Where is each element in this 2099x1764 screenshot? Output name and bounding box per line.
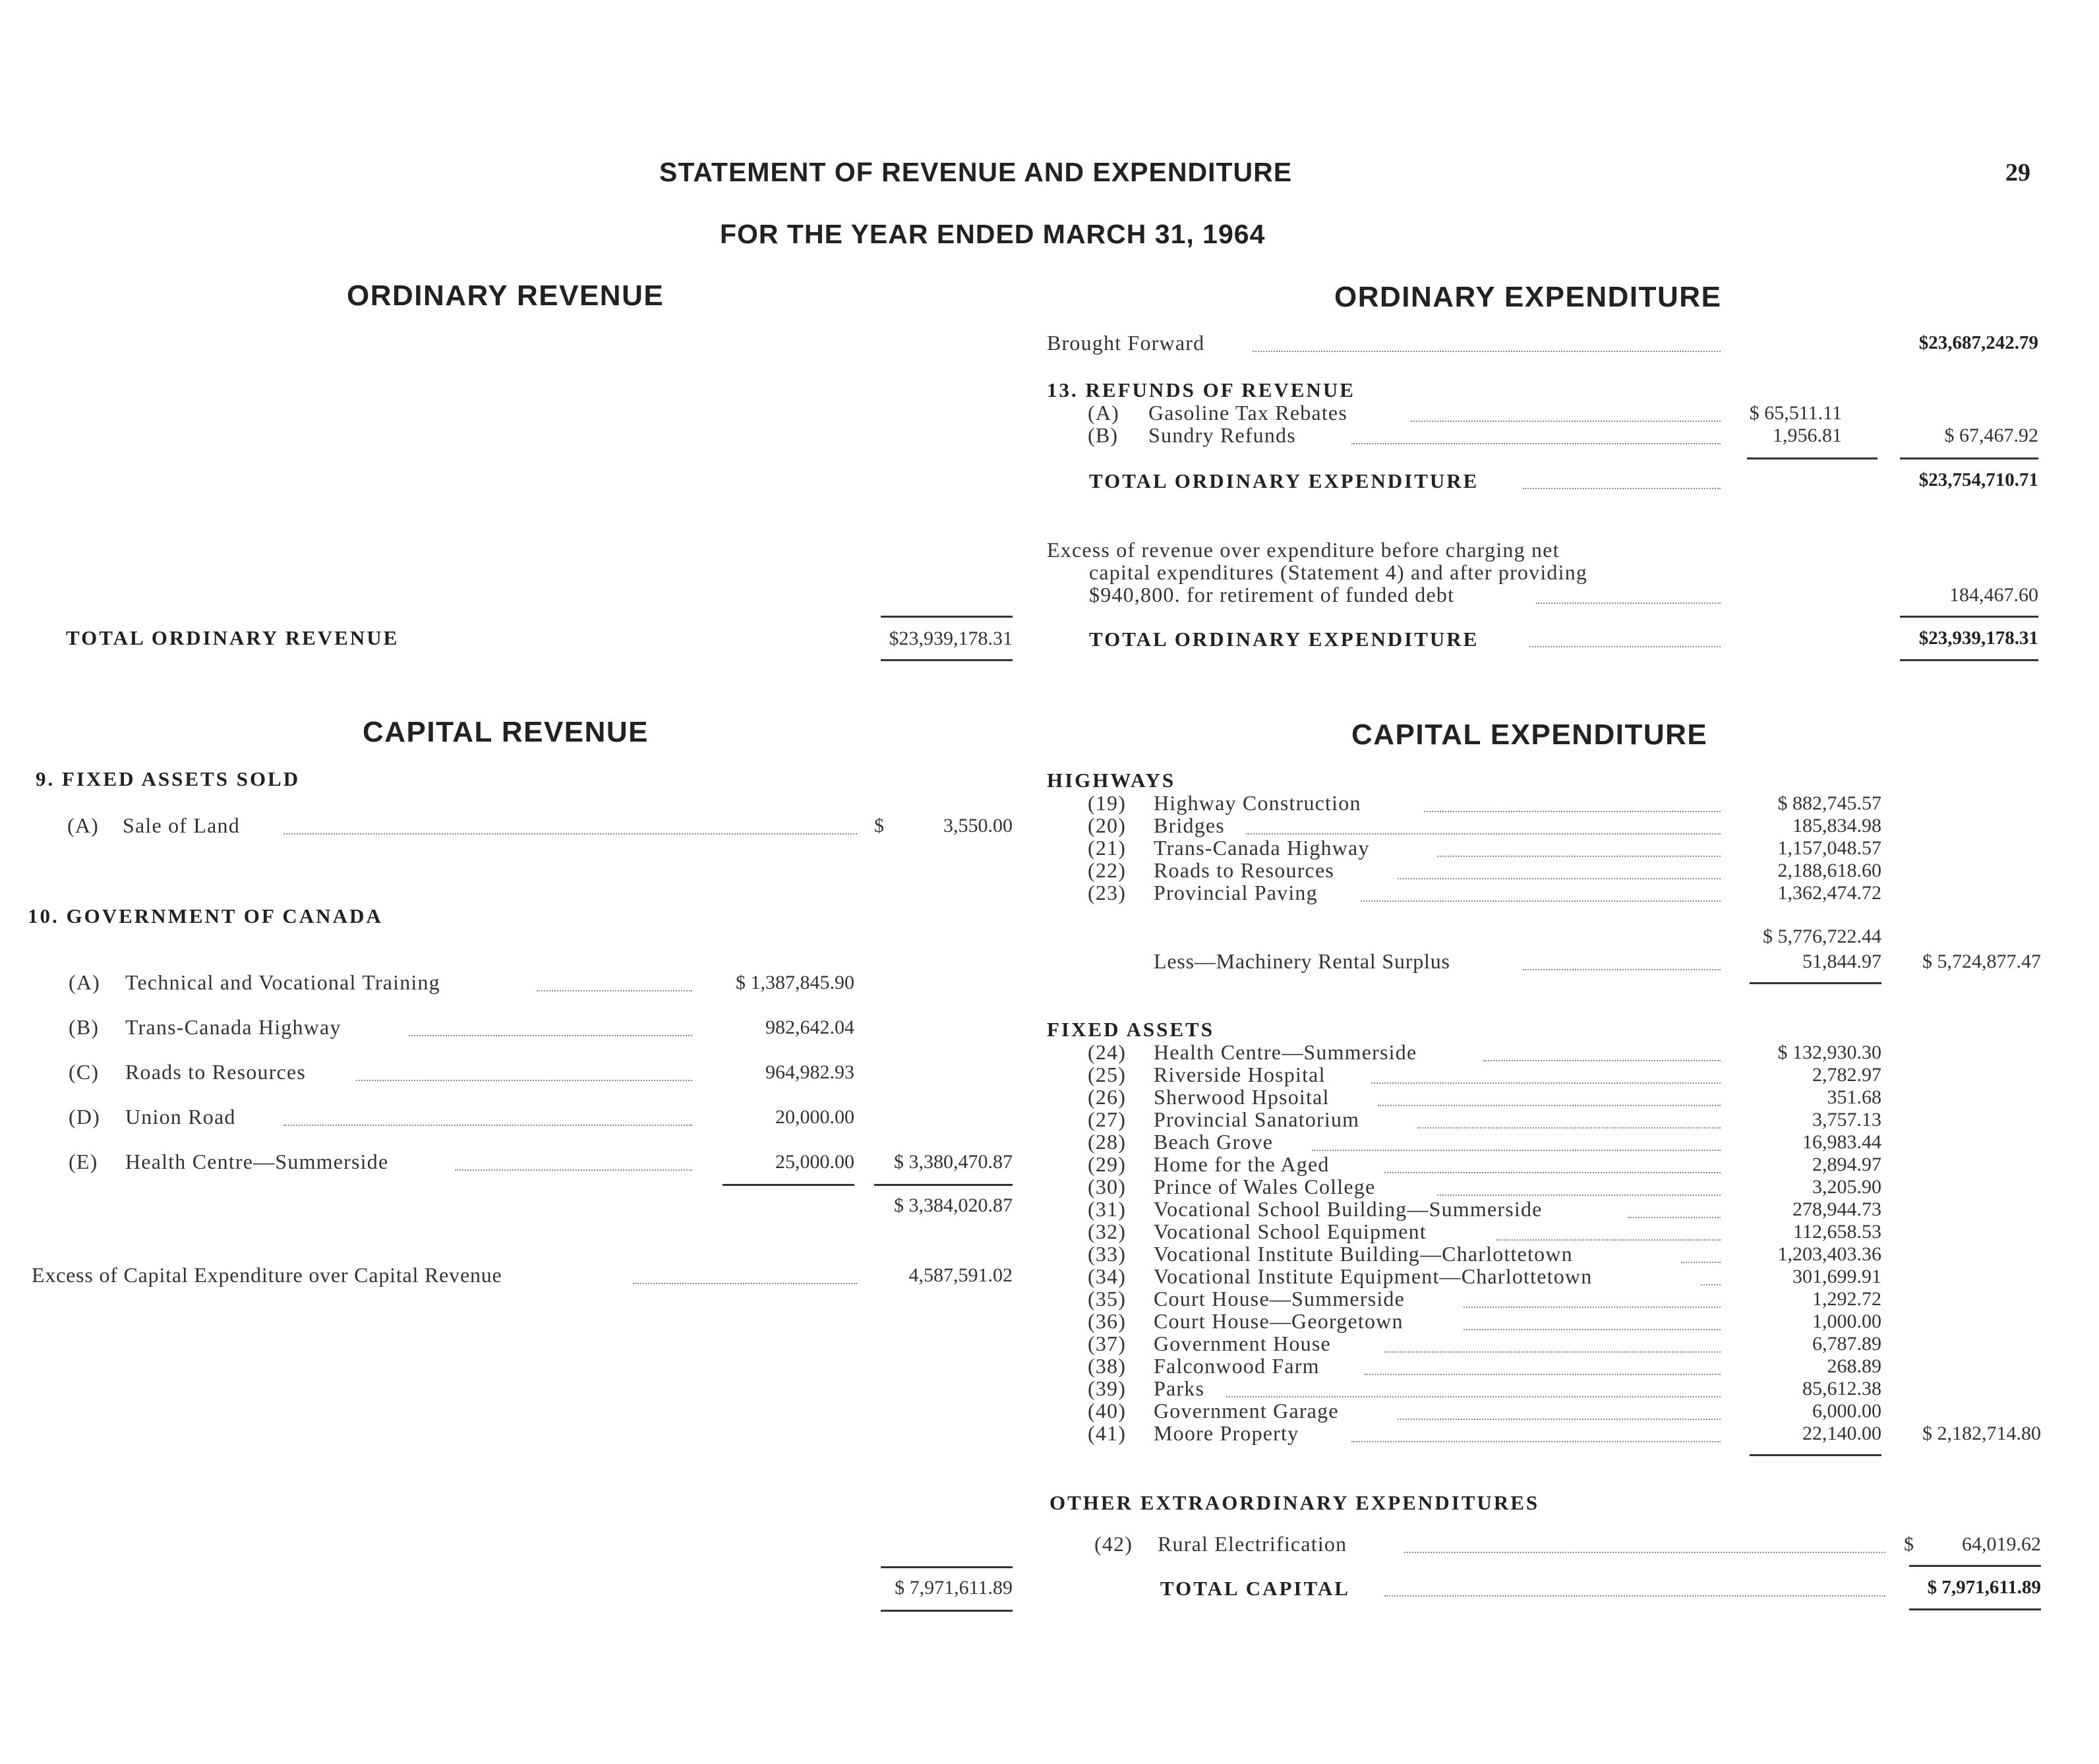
refund-label: Sundry Refunds <box>1148 423 1296 447</box>
capital-revenue-subtotal: $ 3,384,020.87 <box>894 1194 1013 1216</box>
fixed-asset-value: 3,757.13 <box>1812 1109 1881 1131</box>
leader-dots <box>1398 878 1721 879</box>
fixed-asset-label: Vocational School Equipment <box>1154 1220 1427 1243</box>
fixed-asset-code: (41) <box>1088 1421 1127 1445</box>
fixed-asset-label: Government Garage <box>1154 1399 1339 1423</box>
leader-dots <box>1384 1172 1721 1173</box>
fixed-asset-code: (31) <box>1088 1197 1127 1221</box>
fixed-assets-heading: FIXED ASSETS <box>1047 1018 1214 1041</box>
fixed-asset-value: $ 132,930.30 <box>1777 1042 1881 1063</box>
fixed-asset-code: (40) <box>1088 1399 1127 1423</box>
rule <box>1750 1454 1881 1456</box>
fixed-asset-value: 2,782.97 <box>1812 1064 1881 1086</box>
total-ordinary-revenue-label: TOTAL ORDINARY REVENUE <box>66 626 399 649</box>
fixed-asset-code: (35) <box>1088 1287 1127 1310</box>
leader-dots <box>1424 811 1721 812</box>
govt-item-label: Health Centre—Summerside <box>125 1150 389 1173</box>
highway-item-label: Roads to Resources <box>1154 858 1335 882</box>
leader-dots <box>1398 1419 1721 1420</box>
govt-item-value: $ 1,387,845.90 <box>736 972 854 993</box>
fixed-asset-value: 85,612.38 <box>1802 1378 1881 1399</box>
excess-text-line: capital expenditures (Statement 4) and after providing <box>1089 560 1588 584</box>
fixed-asset-label: Vocational Institute Equipment—Charlottetown <box>1154 1264 1593 1288</box>
govt-item-label: Technical and Vocational Training <box>125 970 440 994</box>
fixed-asset-value: 112,658.53 <box>1793 1221 1881 1243</box>
rule <box>881 616 1013 618</box>
sale-value: 3,550.00 <box>943 815 1013 837</box>
fixed-asset-code: (25) <box>1088 1063 1127 1086</box>
highway-item-value: 1,362,474.72 <box>1777 882 1881 904</box>
leader-dots <box>1384 1595 1885 1597</box>
fixed-asset-label: Health Centre—Summerside <box>1154 1040 1417 1064</box>
leader-dots <box>1312 1150 1721 1151</box>
refund-code: (A) <box>1088 401 1120 425</box>
leader-dots <box>1378 1105 1721 1106</box>
refunds-total: $ 67,467.92 <box>1944 425 2038 446</box>
fixed-asset-code: (39) <box>1088 1376 1127 1400</box>
leader-dots <box>1361 900 1721 902</box>
fixed-asset-label: Falconwood Farm <box>1154 1354 1320 1378</box>
fixed-asset-value: 16,983.44 <box>1802 1131 1881 1153</box>
fixed-asset-value: 3,205.90 <box>1812 1176 1881 1198</box>
rule <box>1909 1608 2041 1610</box>
final-total-ordinary-expenditure-label: TOTAL ORDINARY EXPENDITURE <box>1089 628 1479 651</box>
highway-item-code: (22) <box>1088 858 1127 882</box>
sale-dollar: $ <box>874 815 884 837</box>
rule <box>881 659 1013 661</box>
refund-code: (B) <box>1088 423 1119 447</box>
excess-capital-value: 4,587,591.02 <box>908 1264 1013 1286</box>
rule <box>1900 457 2038 459</box>
leader-dots <box>1523 488 1721 489</box>
leader-dots <box>537 990 692 991</box>
leader-dots <box>1365 1374 1721 1375</box>
fixed-assets-sold-heading: 9. FIXED ASSETS SOLD <box>36 767 301 790</box>
fixed-asset-value: 6,787.89 <box>1812 1333 1881 1355</box>
fixed-asset-label: Moore Property <box>1154 1421 1299 1445</box>
leader-dots <box>1253 351 1721 352</box>
rule <box>1750 982 1881 984</box>
fixed-asset-value: 278,944.73 <box>1792 1198 1881 1220</box>
fixed-asset-label: Sherwood Hpsoital <box>1154 1085 1330 1109</box>
final-total-ordinary-expenditure-value: $23,939,178.31 <box>1918 628 2038 649</box>
capital-expenditure-heading: CAPITAL EXPENDITURE <box>1351 719 1708 751</box>
fixed-asset-label: Court House—Georgetown <box>1154 1309 1404 1333</box>
other-item-code: (42) <box>1094 1532 1133 1556</box>
leader-dots <box>1226 1396 1721 1397</box>
refunds-heading: 13. REFUNDS OF REVENUE <box>1047 378 1355 401</box>
leader-dots <box>1404 1552 1885 1553</box>
leader-dots <box>1351 1441 1721 1442</box>
fixed-asset-value: 1,292.72 <box>1812 1288 1881 1310</box>
other-item-label: Rural Electrification <box>1158 1532 1347 1556</box>
leader-dots <box>1463 1329 1721 1330</box>
leader-dots <box>356 1080 692 1081</box>
fixed-asset-value: 268.89 <box>1827 1355 1881 1377</box>
fixed-asset-value: 22,140.00 <box>1802 1423 1881 1444</box>
excess-value: 184,467.60 <box>1949 584 2038 606</box>
rule <box>881 1610 1013 1612</box>
other-item-value: 64,019.62 <box>1962 1533 2041 1555</box>
fixed-asset-code: (32) <box>1088 1220 1127 1243</box>
capital-revenue-heading: CAPITAL REVENUE <box>363 716 649 748</box>
highways-subtotal: $ 5,776,722.44 <box>1763 926 1881 947</box>
govt-item-code: (B) <box>69 1015 100 1039</box>
refund-value: 1,956.81 <box>1773 425 1842 446</box>
brought-forward-value: $23,687,242.79 <box>1918 332 2038 353</box>
leader-dots <box>1496 1239 1721 1241</box>
leader-dots <box>283 833 857 835</box>
govt-item-label: Roads to Resources <box>125 1060 307 1084</box>
leader-dots <box>1437 1194 1721 1196</box>
rule <box>723 1184 854 1186</box>
excess-capital-label: Excess of Capital Expenditure over Capital Revenue <box>32 1263 502 1287</box>
highway-item-label: Bridges <box>1154 813 1225 837</box>
highway-item-code: (23) <box>1088 881 1127 904</box>
leader-dots <box>283 1125 692 1126</box>
sale-code: (A) <box>67 813 100 837</box>
fixed-asset-label: Vocational Institute Building—Charlottetown <box>1154 1242 1573 1266</box>
govt-item-code: (A) <box>69 970 101 994</box>
fixed-asset-label: Court House—Summerside <box>1154 1287 1405 1310</box>
highway-item-value: 2,188,618.60 <box>1777 860 1881 881</box>
ordinary-expenditure-heading: ORDINARY EXPENDITURE <box>1334 281 1722 313</box>
fixed-asset-code: (37) <box>1088 1332 1127 1355</box>
highway-item-value: 1,157,048.57 <box>1777 837 1881 859</box>
government-of-canada-heading: 10. GOVERNMENT OF CANADA <box>28 904 383 927</box>
fixed-asset-code: (29) <box>1088 1152 1127 1176</box>
leader-dots <box>455 1169 692 1171</box>
fixed-asset-code: (28) <box>1088 1130 1127 1154</box>
govt-item-value: 20,000.00 <box>775 1106 854 1128</box>
fixed-assets-total: $ 2,182,714.80 <box>1922 1423 2041 1444</box>
total-ordinary-revenue-value: $23,939,178.31 <box>889 628 1013 649</box>
leader-dots <box>1536 603 1721 604</box>
fixed-asset-value: 301,699.91 <box>1792 1266 1881 1287</box>
refund-value: $ 65,511.11 <box>1749 402 1842 424</box>
fixed-asset-label: Provincial Sanatorium <box>1154 1107 1360 1131</box>
rule <box>881 1566 1013 1568</box>
leader-dots <box>633 1283 857 1284</box>
capital-revenue-grand-total: $ 7,971,611.89 <box>895 1577 1013 1599</box>
govt-item-value: 25,000.00 <box>775 1151 854 1173</box>
leader-dots <box>1483 1060 1721 1061</box>
fixed-asset-code: (33) <box>1088 1242 1127 1266</box>
govt-item-label: Union Road <box>125 1105 236 1129</box>
page-title: STATEMENT OF REVENUE AND EXPENDITURE <box>659 157 1293 187</box>
govt-item-code: (C) <box>69 1060 100 1084</box>
leader-dots <box>1417 1127 1721 1129</box>
fixed-asset-code: (27) <box>1088 1107 1127 1131</box>
rule <box>1909 1565 2041 1567</box>
total-ordinary-expenditure-label: TOTAL ORDINARY EXPENDITURE <box>1089 469 1479 492</box>
highway-item-code: (19) <box>1088 791 1127 815</box>
other-item-dollar: $ <box>1904 1533 1914 1555</box>
leader-dots <box>409 1035 692 1036</box>
govt-item-code: (D) <box>69 1105 101 1129</box>
rule <box>1747 457 1877 459</box>
fixed-asset-code: (36) <box>1088 1309 1127 1333</box>
fixed-asset-label: Beach Grove <box>1154 1130 1274 1154</box>
fixed-asset-code: (24) <box>1088 1040 1127 1064</box>
fixed-asset-label: Government House <box>1154 1332 1331 1355</box>
fixed-asset-label: Vocational School Building—Summerside <box>1154 1197 1543 1221</box>
fixed-asset-label: Prince of Wales College <box>1154 1175 1376 1198</box>
other-extraordinary-heading: OTHER EXTRAORDINARY EXPENDITURES <box>1050 1491 1540 1514</box>
leader-dots <box>1351 443 1721 444</box>
fixed-asset-value: 1,203,403.36 <box>1777 1243 1881 1265</box>
govt-item-label: Trans-Canada Highway <box>125 1015 341 1039</box>
highway-item-label: Provincial Paving <box>1154 881 1318 904</box>
sale-label: Sale of Land <box>123 813 240 837</box>
total-capital-label: TOTAL CAPITAL <box>1160 1577 1350 1600</box>
fixed-asset-label: Riverside Hospital <box>1154 1063 1326 1086</box>
fixed-asset-code: (34) <box>1088 1264 1127 1288</box>
excess-text-line: Excess of revenue over expenditure before charging net <box>1047 538 1560 562</box>
fixed-asset-value: 6,000.00 <box>1812 1400 1881 1422</box>
highway-item-code: (21) <box>1088 836 1127 860</box>
leader-dots <box>1437 856 1721 857</box>
excess-text-line: $940,800. for retirement of funded debt <box>1089 583 1455 606</box>
govt-item-code: (E) <box>69 1150 98 1173</box>
leader-dots <box>1411 421 1721 422</box>
leader-dots <box>1371 1082 1721 1084</box>
fixed-asset-value: 1,000.00 <box>1812 1310 1881 1332</box>
fixed-asset-code: (26) <box>1088 1085 1127 1109</box>
less-machinery-value: 51,844.97 <box>1802 951 1881 972</box>
highway-item-label: Trans-Canada Highway <box>1154 836 1370 860</box>
leader-dots <box>1384 1351 1721 1353</box>
less-machinery-label: Less—Machinery Rental Surplus <box>1154 949 1450 973</box>
govt-item-value: 982,642.04 <box>765 1016 854 1038</box>
leader-dots <box>1246 833 1721 835</box>
govt-item-value: 964,982.93 <box>765 1061 854 1083</box>
page-subtitle: FOR THE YEAR ENDED MARCH 31, 1964 <box>720 219 1266 249</box>
fixed-asset-value: 351.68 <box>1827 1086 1881 1108</box>
fixed-asset-label: Home for the Aged <box>1154 1152 1330 1176</box>
highway-item-code: (20) <box>1088 813 1127 837</box>
rule <box>874 1184 1013 1186</box>
fixed-asset-code: (38) <box>1088 1354 1127 1378</box>
leader-dots <box>1463 1307 1721 1308</box>
highways-heading: HIGHWAYS <box>1047 769 1176 792</box>
leader-dots <box>1529 646 1721 647</box>
fixed-asset-value: 2,894.97 <box>1812 1154 1881 1175</box>
highway-item-value: $ 882,745.57 <box>1777 792 1881 814</box>
highways-total: $ 5,724,877.47 <box>1922 951 2041 972</box>
refund-label: Gasoline Tax Rebates <box>1148 401 1347 425</box>
total-capital-value: $ 7,971,611.89 <box>1927 1577 2041 1598</box>
page-number: 29 <box>2005 159 2030 187</box>
fixed-asset-label: Parks <box>1154 1376 1205 1400</box>
total-ordinary-expenditure-value: $23,754,710.71 <box>1918 469 2038 490</box>
govt-total: $ 3,380,470.87 <box>894 1151 1013 1173</box>
fixed-asset-code: (30) <box>1088 1175 1127 1198</box>
brought-forward-label: Brought Forward <box>1047 331 1205 355</box>
ordinary-revenue-heading: ORDINARY REVENUE <box>347 279 665 312</box>
rule <box>1900 616 2038 618</box>
highway-item-label: Highway Construction <box>1154 791 1361 815</box>
rule <box>1900 659 2038 661</box>
highway-item-value: 185,834.98 <box>1792 815 1881 837</box>
